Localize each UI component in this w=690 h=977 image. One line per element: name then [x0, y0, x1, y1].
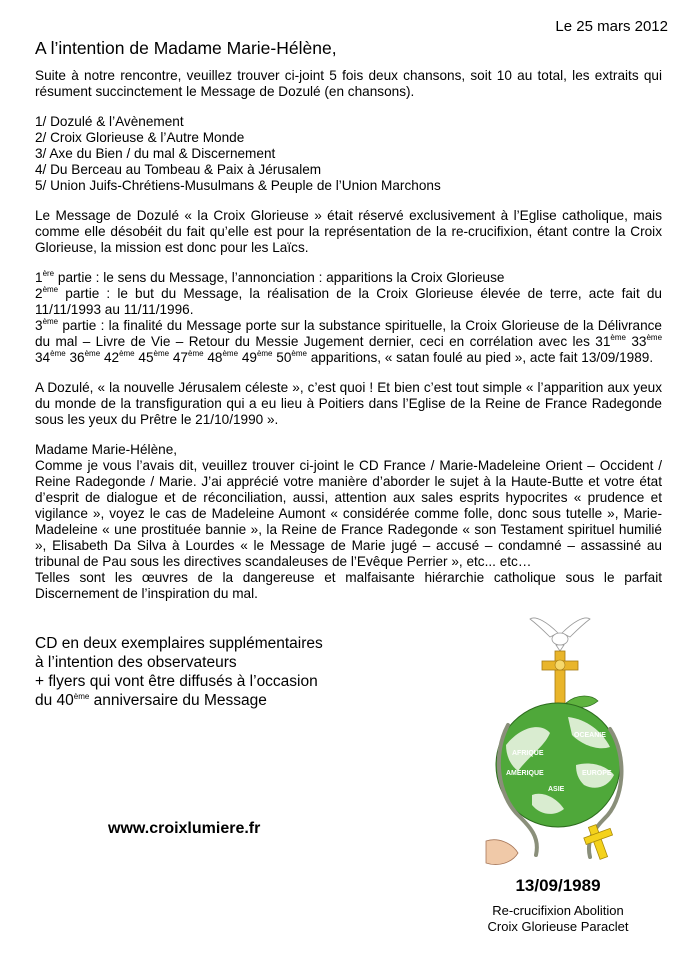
part-3-end: apparitions, « satan foulé au pied », acte fait 13/09/1989. — [306, 350, 654, 365]
apparition-sup: ème — [256, 349, 273, 358]
song-item: 1/ Dozulé & l’Avènement — [35, 114, 184, 129]
apparition-number: 42 — [103, 350, 120, 365]
apparition-number: 31 — [595, 334, 611, 349]
message-paragraph: Le Message de Dozulé « la Croix Glorieuse » était réservé exclusivement à l’Eglise catholique, mais comme elle désobéit du fait qu’elle est pour la représentation de la re-crucifixion, étant contre la Croix Glorieuse, la mission est donc pour les Laïcs. — [35, 208, 662, 255]
cd-note-sup: ème — [73, 692, 90, 701]
intro-paragraph: Suite à notre rencontre, veuillez trouver ci-joint 5 fois deux chansons, soit 10 au total, les extraits qui résument succinctement le Message de Dozulé (en chansons). — [35, 68, 662, 99]
continent-label: EUROPE — [582, 770, 612, 777]
apparition-number: 36 — [69, 350, 85, 365]
website-link[interactable]: www.croixlumiere.fr — [108, 820, 261, 837]
part-1-number: 1 — [35, 270, 43, 285]
emblem-caption — [468, 903, 648, 935]
apparition-sup: ème — [646, 333, 663, 342]
parts-paragraph — [35, 270, 662, 366]
cd-paragraph: Comme je vous l’avais dit, veuillez trouver ci-joint le CD France / Marie-Madeleine Orient – Occident / Reine Radegonde / Marie. J’ai apprécié votre manière d’aborder le sujet à la Haute-Butte et votre état d’esprit de dialogue et de réconciliation, aussi, attention aux sales esprits hypocrites « prudence et vigilance », voyez le cas de Madeleine Aumont « considérée comme folle, donc sous tutelle », Marie-Madeleine « une prostituée bannie », la Reine de France Radegonde « son Testament spirituel humilié », Elisabeth Da Silva à Lourdes « le Message de Marie jugé – accusé – condamné – assassiné au tribunal de Pau sous les directives scandaleuses de l’Evêque Perrier », etc... etc… — [35, 458, 662, 569]
song-item: 4/ Du Berceau au Tombeau & Paix à Jérusalem — [35, 162, 322, 177]
part-1-text: partie : le sens du Message, l’annonciation : apparitions la Croix Glorieuse — [54, 270, 505, 285]
emblem-date: 13/09/1989 — [515, 876, 601, 895]
part-3-number: 3 — [35, 318, 43, 333]
continent-label: AFRIQUE — [512, 750, 544, 757]
letter-date: Le 25 mars 2012 — [555, 18, 668, 35]
song-list — [35, 114, 662, 194]
letter-heading: A l’intention de Madame Marie-Hélène, — [35, 38, 337, 58]
apparition-sup: ème — [291, 349, 307, 358]
cd-note-line: à l’intention des observateurs — [35, 654, 237, 671]
croix-glorieuse-emblem — [478, 605, 638, 875]
cd-note-post: anniversaire du Message — [89, 692, 267, 709]
song-item: 3/ Axe du Bien / du mal & Discernement — [35, 146, 276, 161]
part-1-sup: ère — [42, 269, 55, 278]
apparition-number: 48 — [207, 350, 223, 365]
song-item: 2/ Croix Glorieuse & l’Autre Monde — [35, 130, 245, 145]
jerusalem-paragraph: A Dozulé, « la nouvelle Jérusalem céleste », c’est quoi ! Et bien c’est tout simple « l’apparition aux yeux du monde de la transfiguration qui a eu lieu à Poitiers dans l’Eglise de la Reine de France Radegonde sous les yeux du Prêtre le 21/10/1990 ». — [35, 380, 662, 427]
continent-label: AMERIQUE — [506, 770, 544, 777]
salutation: Madame Marie-Hélène, — [35, 442, 178, 457]
cd-note — [35, 634, 323, 710]
closing-paragraph: Telles sont les œuvres de la dangereuse et malfaisante hiérarchie catholique sous le parfait Discernement de l’inspiration du mal. — [35, 570, 662, 601]
closing-section — [35, 442, 662, 602]
dove-icon — [530, 618, 590, 651]
apparition-sup: ème — [50, 349, 66, 358]
part-3-sup: ème — [42, 317, 59, 326]
apparition-sup: ème — [222, 349, 239, 358]
part-2-number: 2 — [35, 286, 43, 301]
caption-line: Re-crucifixion Abolition — [492, 903, 624, 918]
apparition-number: 34 — [35, 350, 51, 365]
part-3-text: partie : la finalité du Message porte sur la substance spirituelle, la Croix Glorieuse de la Délivrance du mal – Livre de Vie – Retour du Messie Jugement dernier, ceci en corrélation avec les — [35, 318, 662, 349]
caption-line: Croix Glorieuse Paraclet — [487, 919, 629, 934]
cd-note-line — [35, 691, 323, 710]
hand-icon — [486, 840, 518, 865]
song-item: 5/ Union Juifs-Chrétiens-Musulmans & Peuple de l’Union Marchons — [35, 178, 441, 193]
apparition-number: 33 — [631, 334, 647, 349]
apparition-number: 49 — [241, 350, 257, 365]
part-2-sup: ème — [42, 285, 59, 294]
cd-note-line: CD en deux exemplaires supplémentaires — [35, 635, 323, 652]
apparition-sup: ème — [119, 349, 135, 358]
continent-label: OCEANIE — [574, 732, 606, 739]
apparition-sup: ème — [84, 349, 101, 358]
continent-label: ASIE — [548, 786, 565, 793]
apparition-number: 47 — [172, 350, 188, 365]
cd-note-line: + flyers qui vont être diffusés à l’occasion — [35, 673, 318, 690]
apparition-sup: ème — [610, 333, 626, 342]
letter-body — [35, 68, 662, 616]
apparition-number: 45 — [138, 350, 154, 365]
apparition-sup: ème — [188, 349, 204, 358]
apparition-number: 50 — [276, 350, 292, 365]
cd-note-pre: du 40 — [35, 692, 74, 709]
apparition-sup: ème — [153, 349, 170, 358]
part-2-text: partie : le but du Message, la réalisation de la Croix Glorieuse élevée de terre, acte fait du 11/11/1993 au 11/11/1996. — [35, 286, 662, 317]
